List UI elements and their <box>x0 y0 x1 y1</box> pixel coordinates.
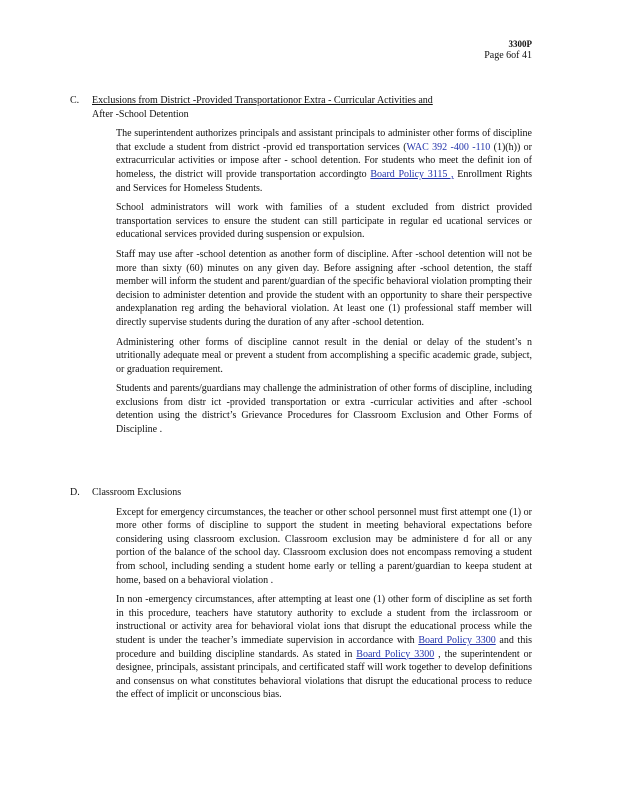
paragraph-text: In non -emergency circumstances, after attempting at least one (1) other form of discipline as set forth in this procedure, teachers have statutory authority to exclude a student from the irclassroom or instructional or activity area for behavioral violat ions that disrupt the educational process while the student is under the teacher’s immediate supervision in accordance with <box>116 594 532 646</box>
paragraph <box>116 593 532 702</box>
section-c-heading <box>70 94 532 121</box>
paragraph: Administering other forms of discipline cannot result in the denial or delay of the student’s n utritionally adequate meal or prevent a student from accomplishing a specific academic grade, subject, or graduation requirement. <box>116 336 532 375</box>
section-title-line1: Classroom Exclusions <box>92 487 182 498</box>
paragraph-text: Enrollment Rights and Services for Homeless Students. <box>116 168 533 194</box>
section-title-line2: After -School Detention <box>92 108 189 120</box>
wac-reference: WAC 392 -400 -110 <box>406 141 491 153</box>
section-d <box>70 486 533 708</box>
paragraph-text: (1)(h)) or extracurricular activities or impose after - school detention. For students who meet the definit ion of homeless, the district will provide transportation accordingto <box>116 141 533 180</box>
section-letter: D. <box>70 487 80 498</box>
paragraph-text: The superintendent authorizes principals and assistant principals to administer other forms of discipline that exclude a student from district -provid ed transportation services ( <box>116 128 532 153</box>
paragraph: Except for emergency circumstances, the teacher or other school personnel must first attempt one (1) or more other forms of discipline to support the student in meeting behavioral expectations before considering using classroom exclusion. Classroom exclusion may be administere d for all or any portion of the balance of the school day. Classroom exclusion does not encompass removing a student from school, including sending a student home early or telling a parent/guardian to keepa student at home, based on a behavioral violation . <box>116 506 532 586</box>
section-c <box>70 94 533 443</box>
page-number: Page 6of 41 <box>484 50 532 61</box>
paragraph-text: , the superintendent or designee, principals, assistant principals, and certificated staff will work together to develop definitions and consensus on what constitutes behavioral violations that disrupt the educational process to reduce the effect of implicit or unconscious bias. <box>116 648 532 701</box>
section-letter: C. <box>70 95 80 106</box>
paragraph: Staff may use after -school detention as another form of discipline. After -school detention will not be more than sixty (60) minutes on any given day. Before assigning after -school detention, the staff member will inform the student and parent/guardian of the specific behavioral violation prompting their decision to administer detention and provide the student with an opportunity to share their perspective andexplanation reg arding the behavioral violation. At least one (1) professional staff member will directly supervise students during the duration of any after -school detention. <box>116 248 532 328</box>
section-d-heading <box>70 486 532 500</box>
board-policy-3300-link-2[interactable]: Board Policy 3300 <box>356 648 435 660</box>
paragraph: Students and parents/guardians may challenge the administration of other forms of discipline, including exclusions from distr ict -provided transportation or extra -curricular activities and after -school detention using the district’s Grievance Procedures for Classroom Exclusion and Other Forms of Discipline . <box>116 383 532 436</box>
policy-code: 3300P <box>508 39 532 49</box>
paragraph: School administrators will work with families of a student excluded from district provided transportation services to ensure the student can still participate in regular ed ucational services or educational services provided during suspension or expulsion. <box>116 202 532 241</box>
paragraph <box>116 127 532 195</box>
page-header <box>484 38 532 62</box>
section-title-line1: Exclusions from District -Provided Transportationor Extra - Curricular Activities and <box>92 95 433 106</box>
board-policy-3300-link[interactable]: Board Policy 3300 <box>418 634 496 646</box>
board-policy-3115-link[interactable]: Board Policy 3115 , <box>370 168 454 180</box>
paragraph-text: and this procedure and building discipline standards. As stated in <box>116 634 533 660</box>
